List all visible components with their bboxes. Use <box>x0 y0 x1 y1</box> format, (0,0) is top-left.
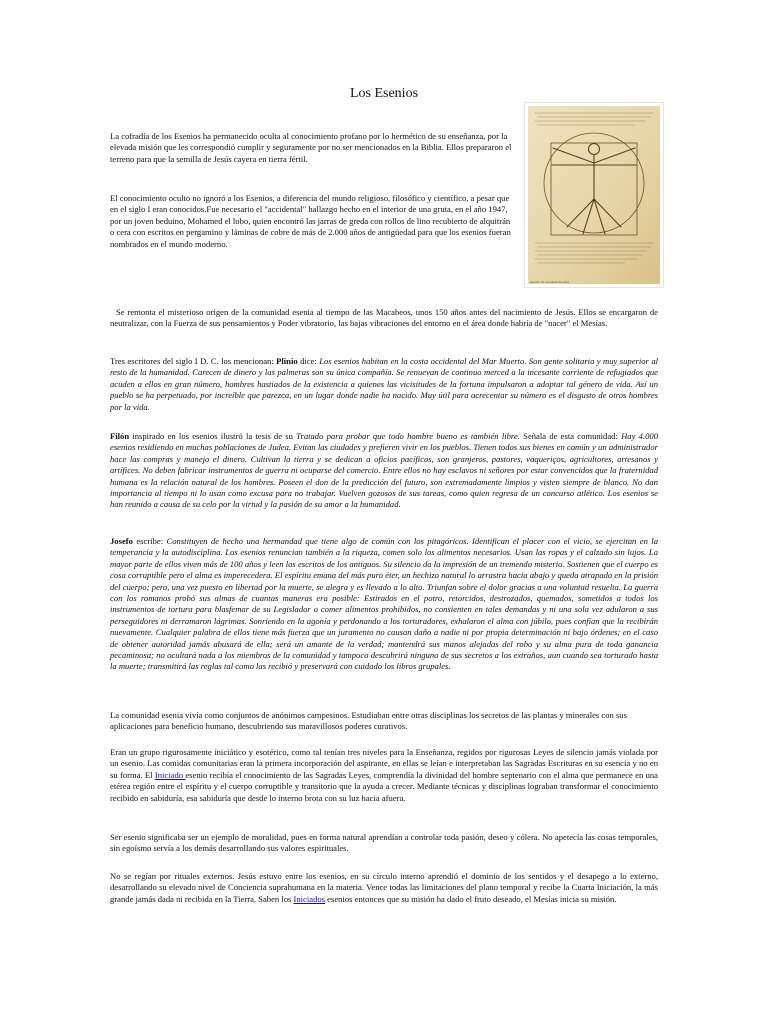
paragraph-moralidad: Ser esenio significaba ser un ejemplo de moralidad, pues en forma natural aprendían a controlar toda pasión, deseo y cólera. No apetecía las cosas temporales, sin egoísmo servía a los demás desarrollando sus valores espirituales. <box>110 832 658 854</box>
paragraph-josefo <box>110 536 658 673</box>
paragraph-plinio <box>110 356 658 413</box>
paragraph-3: Se remonta el misterioso origen de la comunidad esenia al tiempo de las Macabeos, unos 150 años antes del nacimiento de Jesús. Ellos se encargaron de neutralizar, con la Fuerza de sus pensamientos y Poder vibratorio, las bajas vibraciones del entorno en el área donde habría de "nacer" el Mesías. <box>110 307 658 329</box>
josefo-verb: escribe: <box>132 536 167 546</box>
filon-quote: Hay 4.000 esenios residiendo en muchas poblaciones de Judea. Evitan las ciudades y prefieren vivir en los pueblos. Tienen todos sus bienes en común y un administrador hace las compras y manejo el dinero. Cultivan la tierra y se dedican a oficios pacíficos, son granjeros, pastores, vaqueriços, agricultores, artesanos y artífices. No deben fabricar instrumentos de guerra ni ocuparse del comercio. Entre ellos no hay esclavos ni señores por estar convencidos que la fraternidad humana es la relación natural de los hombres. Poseen el don de la predicción del futuro, son extremadamente limpios y visten siempre de blanco. No dan importancia al tiempo ni lo usan como excusa para no trabajar. Vuelven gozosos de sus tareas, como quien regresa de un concurso atlético. Los esenios se han reunido a causa de su celo por la virtud y la pasión de su amor a la humanidad. <box>110 431 658 510</box>
page-title: Los Esenios <box>349 86 419 101</box>
iniciatico-text-b: esenio recibía el conocimiento de las Sagradas Leyes, comprendía la divinidad del hombre septenario con el alma que permanece en una etérea región entre el espíritu y el cuerpo corruptible y transitorio que la ayuda a crecer. Mediante técnicas y disciplinas lograban transformar el conocimiento recibido en sabiduría, esa sabiduría que desde lo interno brota con su luz hacia afuera. <box>110 769 658 803</box>
plinio-lead: Tres escritores del siglo I D. C. los mencionan: <box>110 356 277 366</box>
plinio-quote: Los esenios habitan en la costa occidental del Mar Muerto. Son gente solitaria y muy superior al resto de la humanidad. Carecen de dinero y las palmeras son su única compañía. Se renuevan de continuo merced a la incesante corriente de refugiados que acuden a ellos en gran número, hombres hastiados de la existencia a quienes las vicisitudes de la fortuna impulsaron a adoptar tal género de vida. Así un pueblo se ha perpetuado, por increíble que parezca, en un lugar donde nadie ha nacido. Muy útil para acrecentar su número es el disgusto de otros hombres por la vida. <box>110 356 659 412</box>
paragraph-1: La cofradía de los Esenios ha permanecido oculta al conocimiento profano por lo hermético de su enseñanza, por la elevada misión que les correspondió cumplir y seguramente por no ser mencionados en la Biblia. Ellos prepararon el terreno para que la semilla de Jesús cayera en tierra fértil. <box>110 131 512 164</box>
josefo-quote: Constituyen de hecho una hermandad que tiene algo de común con los pitagóricos. Identifican el placer con el vicio, se ejercitan en la temperancia y la autodisciplina. Los esenios renuncian también a la riqueza, comen solo los alimentos necesarios. Usan las ropas y el calzado sin lujos. La mayor parte de ellos viven más de 100 años y leen los escritos de los antiguos. Su silencio da la impresión de un tremendo misterio. Sostienen que el cuerpo es cosa corruptible pero el alma es imperecedera. El espíritu emana del más puro éter, un hechizo natural lo arrastra hacia abajo y queda atrapado en la prisión del cuerpo; pero, una vez puesto en libertad por la muerte, se alegra y es llevado a lo alto. Triunfan sobre el dolor gracias a una voluntad resuelta. La guerra con los romanos probó sus almas de cuantas maneras era posible: Estirados en el potro, retorcidos, destrozados, quemados, sometidos a todos los instrumentos de tortura para blasfemar de su Legislador o comer alimentos prohibidos, no consienten en tales demandas y ni una sola vez adularon a sus perseguidores ni derramaron lágrimas. Sonriendo en la agonía y perdonando a los torturadores, exhalaron el alma con júbilo, pues confían que la recibirán nuevamente. Cualquier palabra de ellos tiene más fuerza que un juramento no causan daño a nadie ni por propia determinación ni bajo órdenes; en el caso de obtener autoridad jamás abusará de ella; será un amante de la verdad; mantendrá sus manos alejadas del robo y su alma pura de toda ganancia pecaminosa; no ocultará nada a los miembros de la comunidad y tampoco descubrirá ninguno de sus secretos a los extraños, aun cuando sea torturado hasta la muerte; transmitirá las reglas tal como las recibió y preservará con cuidado los libros grupales. <box>110 536 658 672</box>
filon-mid: Señala de esta comunidad: <box>519 431 622 441</box>
josefo-name: Josefo <box>110 536 133 546</box>
figure-caption: Estudio de Leonardo da Vinci <box>530 280 570 284</box>
filon-work: Tratado para probar que todo hombre bueno es también libre. <box>296 431 520 441</box>
paragraph-rituales <box>110 871 658 905</box>
vitruvian-figure <box>524 102 664 288</box>
iniciatico-text-a: Eran un grupo rigurosamente iniciático y esotérico, como tal tenían tres niveles para la Enseñanza, regidos por rigurosas Leyes de silencio jamás violada por un esenio. Las comidas comunitarias eran la primera incorporación del aspirante, en ellas se leían e interpretaban las Sagradas Escrituras en su esencia y no en su forma. El <box>110 747 658 780</box>
plinio-verb: dice: <box>297 356 320 366</box>
filon-lead: inspirado en los esenios ilustró la tesis de su <box>129 431 297 441</box>
rituales-text-b: esenios entonces que su misión ha dado el fruto deseado, el Mesías inicia su misión. <box>325 893 617 904</box>
paragraph-filon <box>110 431 658 511</box>
rituales-text-a: No se regían por rituales externos. Jesús estuvo entre los esenios, en su círculo interno aprendió el dominio de los sentidos y el desapego a lo externo, desarrollando su elevado nivel de Conciencia suprahumana en la materia. Vence todas las limitaciones del plano temporal y recibe la Cuarta Iniciación, la más grande jamás dada ni recibida en la Tierra. Saben los <box>110 871 658 904</box>
paragraph-iniciatico <box>110 747 658 804</box>
plinio-name: Plinio <box>276 356 298 366</box>
filon-name: Filón <box>110 431 130 441</box>
paragraph-2: El conocimiento oculto no ignoró a los Esenios, a diferencia del mundo religioso, filosófico y científico, a pesar que en el siglo I eran conocidos.Fue necesario el "accidental" hallazgo hecho en el interior de una gruta, en el año 1947, por un joven beduino, Mohamed el lobo, quien encontró las jarras de greda con rollos de lino recubierto de alquitrán o cera con escritos en pergamino y láminas de cobre de más de 2.000 años de antigüedad para que los esenios fueran nombrados en el mundo moderno. <box>110 193 511 249</box>
iniciado-link[interactable]: Iniciado <box>154 769 186 780</box>
iniciados-link[interactable]: Iniciados <box>293 893 326 904</box>
vitruvian-man-illustration <box>525 103 663 287</box>
paragraph-comunidad: La comunidad esenia vivía como conjuntos de anónimos campesinos. Estudiaban entre otras disciplinas los secretos de las plantas y minerales con sus aplicaciones para beneficio humano, descubriendo sus maravillosos poderes curativos. <box>110 710 627 732</box>
